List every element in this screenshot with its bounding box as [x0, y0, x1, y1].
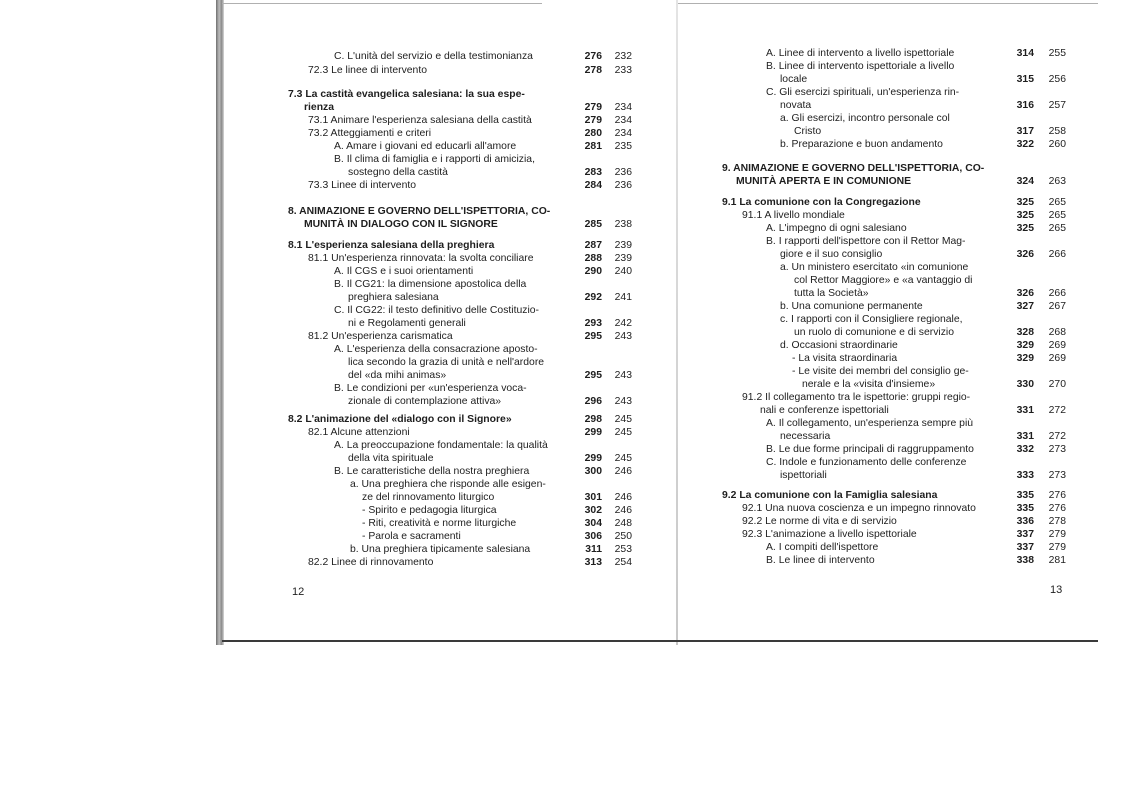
toc-entry-title: 73.3 Linee di intervento	[308, 180, 417, 191]
toc-entry-original-page: 246	[614, 492, 632, 503]
toc-entry-title: 9. ANIMAZIONE E GOVERNO DELL'ISPETTORIA, CO-	[722, 163, 985, 174]
toc-entry-original-page: 263	[1048, 176, 1066, 187]
toc-entry-original-page: 269	[1048, 353, 1066, 364]
toc-entry-page: 295	[584, 370, 602, 381]
toc-entry-title: - Riti, creatività e norme liturgiche	[362, 518, 517, 529]
toc-entry-title: b. Una comunione permanente	[780, 301, 923, 312]
toc-entry-page: 316	[1016, 100, 1034, 111]
toc-entry-original-page: 265	[1048, 197, 1066, 208]
toc-entry-title: 82.1 Alcune attenzioni	[308, 427, 410, 438]
toc-entry-title: B. Il clima di famiglia e i rapporti di amicizia,	[334, 154, 535, 165]
toc-entry-title: 92.2 Le norme di vita e di servizio	[742, 516, 897, 527]
toc-entry-page: 328	[1016, 327, 1034, 338]
toc-entry-title: 8.2 L'animazione del «dialogo con il Signore»	[288, 414, 512, 425]
toc-entry-title: 8.1 L'esperienza salesiana della preghiera	[288, 240, 495, 251]
toc-entry-page: 279	[584, 102, 602, 113]
toc-entry-title: C. Il CG22: il testo definitivo delle Costituzio-	[334, 305, 540, 316]
toc-entry-title: A. Il CGS e i suoi orientamenti	[334, 266, 474, 277]
toc-entry-title: nerale e la «visita d'insieme»	[802, 379, 936, 390]
toc-entry-title: 9.1 La comunione con la Congregazione	[722, 197, 921, 208]
toc-entry-title: 73.2 Atteggiamenti e criteri	[308, 128, 432, 139]
toc-entry-page: 295	[584, 331, 602, 342]
left-page	[222, 0, 677, 640]
toc-entry-title: un ruolo di comunione e di servizio	[794, 327, 954, 338]
toc-entry-original-page: 241	[614, 292, 632, 303]
toc-entry-page: 337	[1016, 529, 1034, 540]
toc-entry-title: C. L'unità del servizio e della testimonianza	[334, 51, 533, 62]
toc-entry-title: A. Il collegamento, un'esperienza sempre più	[766, 418, 974, 429]
toc-entry-title: 9.2 La comunione con la Famiglia salesiana	[722, 490, 938, 501]
toc-entry-title: B. Le condizioni per «un'esperienza voca-	[334, 383, 527, 394]
toc-entry-title: - Parola e sacramenti	[362, 531, 461, 542]
toc-entry-original-page: 246	[614, 505, 632, 516]
toc-entry-original-page: 234	[614, 102, 632, 113]
toc-entry-page: 322	[1016, 139, 1034, 150]
toc-entry-page: 304	[584, 518, 602, 529]
toc-entry-title: ze del rinnovamento liturgico	[362, 492, 495, 503]
toc-entry-page: 324	[1016, 176, 1034, 187]
toc-entry-page: 301	[584, 492, 602, 503]
toc-entry-original-page: 279	[1048, 529, 1066, 540]
toc-entry-title: C. Gli esercizi spirituali, un'esperienza rin-	[766, 87, 960, 98]
toc-entry-original-page: 239	[614, 253, 632, 264]
toc-entry-original-page: 260	[1048, 139, 1066, 150]
toc-entry-title: del «da mihi animas»	[348, 370, 447, 381]
toc-entry-page: 287	[584, 240, 602, 251]
toc-entry-page: 325	[1016, 210, 1034, 221]
toc-entry-page: 315	[1016, 74, 1034, 85]
toc-entry-title: zionale di contemplazione attiva»	[348, 396, 502, 407]
toc-entry-original-page: 281	[1048, 555, 1066, 566]
toc-entry-page: 326	[1016, 288, 1034, 299]
bottom-edge	[222, 640, 1098, 642]
toc-entry-title: A. I compiti dell'ispettore	[766, 542, 879, 553]
toc-entry-page: 293	[584, 318, 602, 329]
toc-entry-title: - La visita straordinaria	[792, 353, 898, 364]
toc-entry-page: 333	[1016, 470, 1034, 481]
toc-entry-title: 7.3 La castità evangelica salesiana: la sua espe-	[288, 89, 525, 100]
toc-entry-original-page: 232	[614, 51, 632, 62]
toc-entry-original-page: 234	[614, 115, 632, 126]
toc-entry-original-page: 266	[1048, 288, 1066, 299]
toc-entry-title: giore e il suo consiglio	[780, 249, 883, 260]
toc-entry-title: tutta la Società»	[794, 288, 869, 299]
toc-entry-title: MUNITÀ APERTA E IN COMUNIONE	[736, 176, 912, 187]
toc-entry-title: d. Occasioni straordinarie	[780, 340, 898, 351]
toc-entry-page: 306	[584, 531, 602, 542]
toc-entry-page: 325	[1016, 223, 1034, 234]
toc-entry-original-page: 238	[614, 219, 632, 230]
toc-entry-page: 288	[584, 253, 602, 264]
toc-entry-title: 92.3 L'animazione a livello ispettoriale	[742, 529, 917, 540]
toc-entry-original-page: 279	[1048, 542, 1066, 553]
toc-entry-title: - Le visite dei membri del consiglio ge-	[792, 366, 969, 377]
toc-entry-original-page: 265	[1048, 223, 1066, 234]
toc-entry-original-page: 243	[614, 396, 632, 407]
toc-entry-page: 281	[584, 141, 602, 152]
toc-entry-title: A. L'impegno di ogni salesiano	[766, 223, 907, 234]
toc-entry-title: b. Preparazione e buon andamento	[780, 139, 943, 150]
toc-entry-page: 331	[1016, 405, 1034, 416]
toc-entry-page: 314	[1016, 48, 1034, 59]
page-number: 12	[292, 586, 305, 598]
toc-entry-title: sostegno della castità	[348, 167, 448, 178]
toc-entry-title: a. Un ministero esercitato «in comunione	[780, 262, 969, 273]
toc-entry-page: 335	[1016, 503, 1034, 514]
toc-entry-page: 300	[584, 466, 602, 477]
toc-entry-page: 329	[1016, 353, 1034, 364]
toc-entry-original-page: 242	[614, 318, 632, 329]
toc-entry-page: 329	[1016, 340, 1034, 351]
toc-entry-title: locale	[780, 74, 808, 85]
toc-entry-title: della vita spirituale	[348, 453, 434, 464]
toc-entry-original-page: 257	[1048, 100, 1066, 111]
toc-entry-original-page: 250	[614, 531, 632, 542]
toc-entry-title: 81.2 Un'esperienza carismatica	[308, 331, 453, 342]
toc-entry-title: Cristo	[794, 126, 822, 137]
toc-entry-original-page: 243	[614, 370, 632, 381]
toc-entry-page: 292	[584, 292, 602, 303]
toc-entry-original-page: 235	[614, 141, 632, 152]
toc-entry-page: 302	[584, 505, 602, 516]
toc-entry-original-page: 246	[614, 466, 632, 477]
toc-entry-original-page: 245	[614, 427, 632, 438]
toc-entry-title: A. La preoccupazione fondamentale: la qualità	[334, 440, 548, 451]
toc-entry-title: 72.3 Le linee di intervento	[308, 65, 428, 76]
toc-entry-page: 325	[1016, 197, 1034, 208]
toc-entry-page: 276	[584, 51, 602, 62]
toc-entry-title: B. I rapporti dell'ispettore con il Rettor Mag-	[766, 236, 966, 247]
toc-entry-original-page: 267	[1048, 301, 1066, 312]
toc-entry-page: 283	[584, 167, 602, 178]
toc-entry-original-page: 255	[1048, 48, 1066, 59]
toc-entry-title: 8. ANIMAZIONE E GOVERNO DELL'ISPETTORIA, CO-	[288, 206, 551, 217]
toc-entry-page: 311	[585, 544, 602, 555]
toc-entry-original-page: 234	[614, 128, 632, 139]
toc-entry-page: 326	[1016, 249, 1034, 260]
toc-entry-title: a. Gli esercizi, incontro personale col	[780, 113, 950, 124]
toc-entry-page: 299	[584, 427, 602, 438]
toc-entry-page: 317	[1016, 126, 1034, 137]
toc-entry-page: 280	[584, 128, 602, 139]
toc-entry-title: 92.1 Una nuova coscienza e un impegno rinnovato	[742, 503, 976, 514]
toc-entry-original-page: 276	[1048, 490, 1066, 501]
toc-entry-page: 278	[584, 65, 602, 76]
toc-entry-original-page: 266	[1048, 249, 1066, 260]
toc-entry-title: ni e Regolamenti generali	[348, 318, 466, 329]
toc-entry-page: 313	[584, 557, 602, 568]
toc-entry-original-page: 269	[1048, 340, 1066, 351]
toc-entry-title: A. L'esperienza della consacrazione aposto-	[334, 344, 538, 355]
toc-entry-page: 296	[584, 396, 602, 407]
toc-entry-title: C. Indole e funzionamento delle conferenze	[766, 457, 967, 468]
toc-entry-title: 91.2 Il collegamento tra le ispettorie: gruppi regio-	[742, 392, 971, 403]
toc-entry-title: preghiera salesiana	[348, 292, 439, 303]
toc-entry-title: 82.2 Linee di rinnovamento	[308, 557, 434, 568]
toc-entry-original-page: 245	[614, 453, 632, 464]
toc-entry-page: 327	[1016, 301, 1034, 312]
toc-entry-page: 337	[1016, 542, 1034, 553]
toc-entry-original-page: 239	[614, 240, 632, 251]
toc-entry-page: 331	[1016, 431, 1034, 442]
toc-entry-original-page: 243	[614, 331, 632, 342]
toc-entry-title: c. I rapporti con il Consigliere regionale,	[780, 314, 963, 325]
toc-entry-title: b. Una preghiera tipicamente salesiana	[350, 544, 531, 555]
toc-entry-title: ispettoriali	[780, 470, 827, 481]
page-number: 13	[1050, 584, 1063, 596]
toc-entry-original-page: 272	[1048, 405, 1066, 416]
toc-entry-title: nali e conferenze ispettoriali	[760, 405, 889, 416]
toc-entry-original-page: 245	[614, 414, 632, 425]
toc-entry-title: 81.1 Un'esperienza rinnovata: la svolta conciliare	[308, 253, 534, 264]
toc-entry-page: 279	[584, 115, 602, 126]
toc-entry-original-page: 248	[614, 518, 632, 529]
toc-entry-title: a. Una preghiera che risponde alle esigen-	[350, 479, 546, 490]
toc-entry-page: 299	[584, 453, 602, 464]
toc-entry-page: 335	[1016, 490, 1034, 501]
toc-entry-title: B. Il CG21: la dimensione apostolica della	[334, 279, 527, 290]
toc-entry-title: B. Le linee di intervento	[766, 555, 875, 566]
toc-entry-original-page: 268	[1048, 327, 1066, 338]
toc-entry-title: 73.1 Animare l'esperienza salesiana della castità	[308, 115, 532, 126]
toc-entry-title: A. Amare i giovani ed educarli all'amore	[334, 141, 517, 152]
toc-entry-original-page: 236	[614, 180, 632, 191]
toc-entry-page: 298	[584, 414, 602, 425]
toc-entry-original-page: 254	[614, 557, 632, 568]
toc-entry-page: 290	[584, 266, 602, 277]
toc-entry-title: lica secondo la grazia di unità e nell'ardore	[348, 357, 545, 368]
toc-entry-page: 284	[584, 180, 602, 191]
toc-entry-original-page: 256	[1048, 74, 1066, 85]
toc-entry-title: MUNITÀ IN DIALOGO CON IL SIGNORE	[304, 219, 498, 230]
toc-entry-title: - Spirito e pedagogia liturgica	[362, 505, 497, 516]
toc-entry-title: B. Le caratteristiche della nostra preghiera	[334, 466, 530, 477]
toc-entry-original-page: 270	[1048, 379, 1066, 390]
toc-entry-title: rienza	[304, 102, 335, 113]
toc-entry-title: B. Le due forme principali di raggruppamento	[766, 444, 974, 455]
toc-entry-original-page: 273	[1048, 444, 1066, 455]
toc-entry-page: 338	[1016, 555, 1034, 566]
toc-entry-page: 285	[584, 219, 602, 230]
toc-entry-title: 91.1 A livello mondiale	[742, 210, 845, 221]
toc-entry-title: B. Linee di intervento ispettoriale a livello	[766, 61, 955, 72]
right-page	[680, 0, 1100, 640]
toc-entry-original-page: 273	[1048, 470, 1066, 481]
toc-entry-page: 336	[1016, 516, 1034, 527]
toc-entry-page: 330	[1016, 379, 1034, 390]
toc-entry-original-page: 265	[1048, 210, 1066, 221]
toc-entry-page: 332	[1016, 444, 1034, 455]
toc-entry-original-page: 278	[1048, 516, 1066, 527]
toc-entry-title: col Rettor Maggiore» e «a vantaggio di	[794, 275, 973, 286]
toc-entry-original-page: 233	[614, 65, 632, 76]
toc-entry-original-page: 240	[614, 266, 632, 277]
toc-entry-original-page: 236	[614, 167, 632, 178]
toc-entry-title: necessaria	[780, 431, 831, 442]
toc-entry-original-page: 253	[614, 544, 632, 555]
toc-entry-title: A. Linee di intervento a livello ispettoriale	[766, 48, 955, 59]
toc-entry-original-page: 276	[1048, 503, 1066, 514]
toc-entry-original-page: 258	[1048, 126, 1066, 137]
toc-entry-original-page: 272	[1048, 431, 1066, 442]
toc-entry-title: novata	[780, 100, 812, 111]
